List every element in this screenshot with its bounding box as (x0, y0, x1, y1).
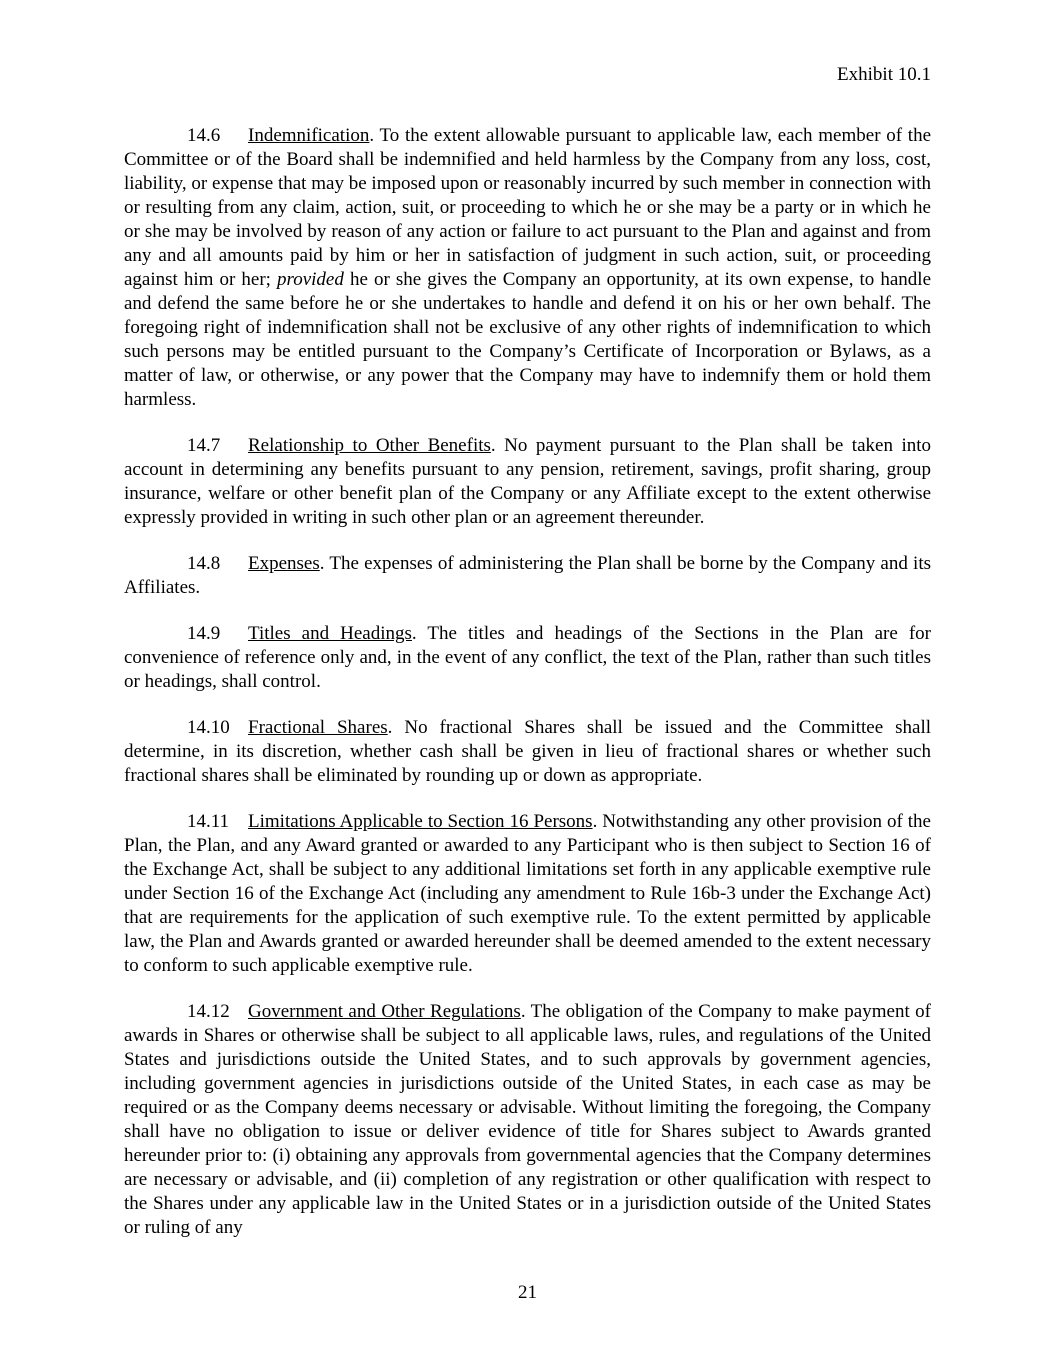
italic-term: provided (277, 269, 344, 290)
section-text: . The titles and headings of the Sections in the Plan are for convenience of reference only and, in the event of any conflict, the text of the Plan, rather than such titles or headings, shall control. (124, 623, 932, 692)
section-number: 14.12 (187, 1001, 230, 1022)
section-14-12 (124, 1000, 931, 1240)
section-title: Titles and Headings (248, 623, 412, 644)
section-title: Indemnification (248, 125, 370, 146)
section-14-10 (124, 716, 931, 788)
section-number: 14.6 (187, 125, 221, 146)
section-text: . No fractional Shares shall be issued and the Committee shall determine, in its discretion, whether cash shall be given in lieu of fractional shares or whether such fractional shares shall be eliminated by rounding up or down as appropriate. (124, 717, 931, 786)
section-text: . Notwithstanding any other provision of the Plan, the Plan, and any Award granted or awarded to any Participant who is then subject to Section 16 of the Exchange Act, shall be subject to any additional limitations set forth in any applicable exemptive rule under Section 16 of the Exchange Act (including any amendment to Rule 16b-3 under the Exchange Act) that are requirements for the application of such exemptive rule. To the extent permitted by applicable law, the Plan and Awards granted or awarded hereunder shall be deemed amended to the extent necessary to conform to such applicable exemptive rule. (124, 811, 931, 976)
page-number: 21 (518, 1282, 537, 1303)
section-number: 14.11 (187, 811, 230, 832)
section-title: Fractional Shares (248, 717, 388, 738)
section-14-7 (124, 434, 931, 530)
section-title: Government and Other Regulations (248, 1001, 521, 1022)
document-body (124, 124, 931, 1262)
section-number: 14.9 (187, 623, 221, 644)
section-title: Expenses (248, 553, 320, 574)
section-text: . The expenses of administering the Plan shall be borne by the Company and its Affiliates. (124, 553, 931, 598)
section-number: 14.10 (187, 717, 230, 738)
section-number: 14.7 (187, 435, 221, 456)
section-14-11 (124, 810, 931, 978)
section-text: . The obligation of the Company to make payment of awards in Shares or otherwise shall be subject to all applicable laws, rules, and regulations of the United States and jurisdictions outside the United States, and to such approvals by government agencies, including government agencies in jurisdictions outside of the United States, in each case as may be required or as the Company deems necessary or advisable. Without limiting the foregoing, the Company shall have no obligation to issue or deliver evidence of title for Shares subject to Awards granted hereunder prior to: (i) obtaining any approvals from governmental agencies that the Company determines are necessary or advisable, and (ii) completion of any registration or other qualification with respect to the Shares under any applicable law in the United States or in a jurisdiction outside of the United States or ruling of any (124, 1001, 932, 1238)
section-title: Limitations Applicable to Section 16 Persons (248, 811, 593, 832)
section-title: Relationship to Other Benefits (248, 435, 491, 456)
section-14-9 (124, 622, 931, 694)
section-text: . No payment pursuant to the Plan shall be taken into account in determining any benefits pursuant to any pension, retirement, savings, profit sharing, group insurance, welfare or other benefit plan of the Company or any Affiliate except to the extent otherwise expressly provided in writing in such other plan or an agreement thereunder. (124, 435, 932, 528)
exhibit-label: Exhibit 10.1 (837, 64, 931, 85)
section-text-continued: he or she gives the Company an opportunity, at its own expense, to handle and defend the same before he or she undertakes to handle and defend it on his or her own behalf. The foregoing right of indemnification shall not be exclusive of any other rights of indemnification to which such persons may be entitled pursuant to the Company’s Certificate of Incorporation or Bylaws, as a matter of law, or otherwise, or any power that the Company may have to indemnify them or hold them harmless. (124, 269, 932, 410)
section-14-6 (124, 124, 931, 412)
section-text: . To the extent allowable pursuant to applicable law, each member of the Committee or of the Board shall be indemnified and held harmless by the Company from any loss, cost, liability, or expense that may be imposed upon or reasonably incurred by such member in connection with or resulting from any claim, action, suit, or proceeding to which he or she may be a party or in which he or she may be involved by reason of any action or failure to act pursuant to the Plan and against and from any and all amounts paid by him or her in satisfaction of judgment in such action, suit, or proceeding against him or her; (124, 125, 931, 290)
section-14-8 (124, 552, 931, 600)
section-number: 14.8 (187, 553, 221, 574)
